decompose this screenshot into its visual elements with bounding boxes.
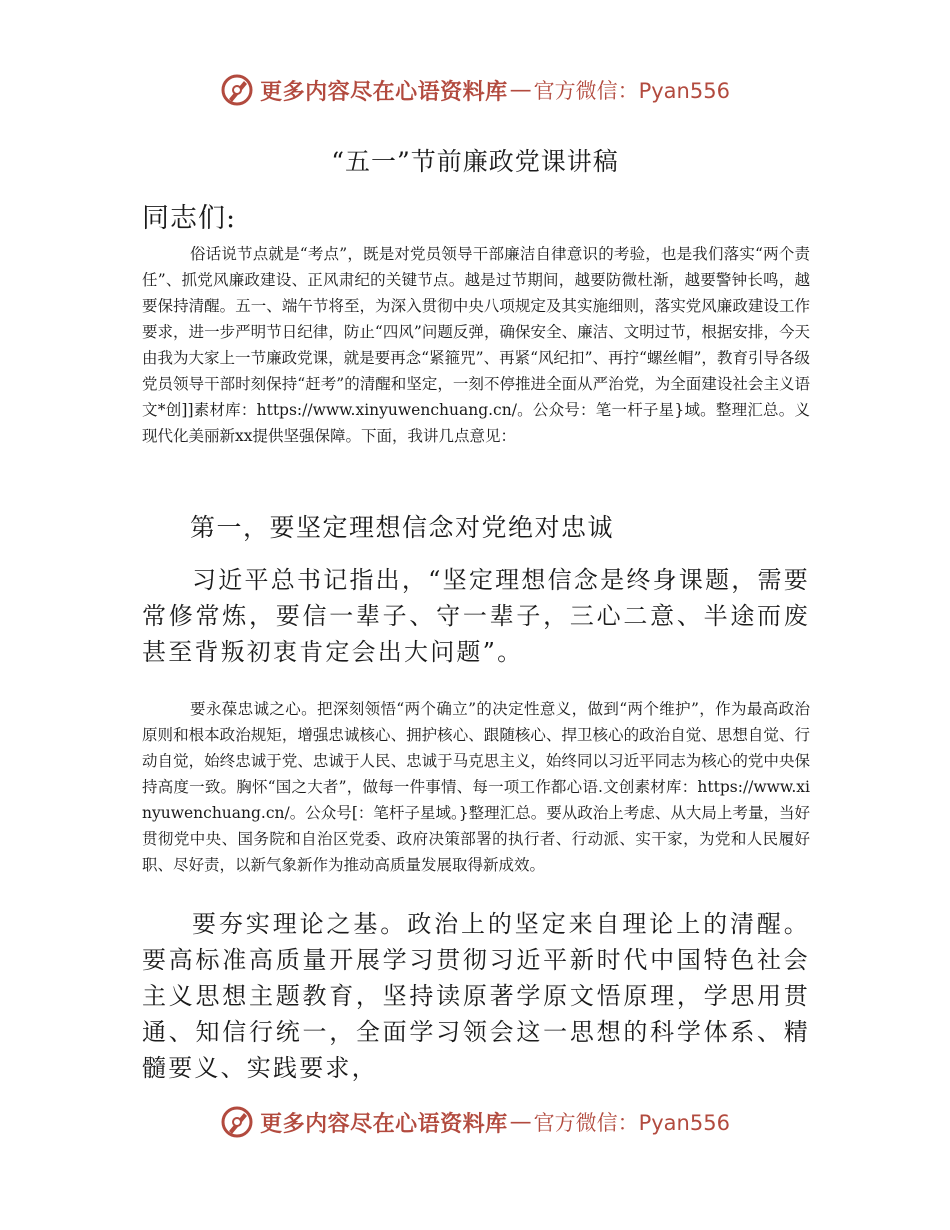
banner-dash: — [509, 77, 532, 103]
quote-paragraph: 习近平总书记指出，“坚定理想信念是终身课题，需要常修常炼，要信一辈子、守一辈子，三心二意、半途而废甚至背叛初衷肯定会出大问题”。 [142, 566, 810, 666]
pen-logo-icon [220, 1105, 254, 1139]
banner-wechat-text: 官方微信：Pyan556 [533, 1111, 730, 1135]
loyalty-paragraph: 要永葆忠诚之心。把深刻领悟“两个确立”的决定性意义，做到“两个维护”，作为最高政治原则和根本政治规矩，增强忠诚核心、拥护核心、跟随核心、捍卫核心的政治自觉、思想自觉、行动自觉，始终忠诚于党、忠诚于人民、忠诚于马克思主义，始终同以习近平同志为核心的党中央保持高度一致。胸怀“国之大者”，做每一件事情、每一项工作都心语.文创素材库：https://www.xinyuwenchuang.cn/。公众号[：笔杆子星域。}整理汇总。要从政治上考虑、从大局上考量，当好贯彻党中央、国务院和自治区党委、政府决策部署的执行者、行动派、实干家，为党和人民履好职、尽好责，以新气象新作为推动高质量发展取得新成效。 [142, 700, 810, 874]
pen-logo-icon [220, 73, 254, 107]
document-title: “五一”节前廉政党课讲稿 [331, 147, 619, 176]
header-watermark-banner [0, 70, 950, 110]
section-heading-1: 第一，要坚定理想信念对党绝对忠诚 [190, 513, 615, 542]
banner-library-text: 更多内容尽在心语资料库 [260, 79, 508, 105]
theory-paragraph: 要夯实理论之基。政治上的坚定来自理论上的清醒。要高标准高质量开展学习贯彻习近平新时代中国特色社会主义思想主题教育，坚持读原著学原文悟原理，学思用贯通、知信行统一，全面学习领会这一思想的科学体系、精髓要义、实践要求， [142, 910, 810, 1082]
intro-paragraph: 俗话说节点就是“考点”，既是对党员领导干部廉洁自律意识的考验，也是我们落实“两个责任”、抓党风廉政建设、正风肃纪的关键节点。越是过节期间，越要防微杜渐，越要警钟长鸣，越要保持清醒。五一、端午节将至，为深入贯彻中央八项规定及其实施细则，落实党风廉政建设工作要求，进一步严明节日纪律，防止“四风”问题反弹，确保安全、廉洁、文明过节，根据安排，今天由我为大家上一节廉政党课，就是要再念“紧箍咒”、再紧“风纪扣”、再拧“螺丝帽”，教育引导各级党员领导干部时刻保持“赶考”的清醒和坚定，一刻不停推进全面从严治党，为全面建设社会主义语文*创]]素材库：https://www.xinyuwenchuang.cn/。公众号：笔一杆子星}域。整理汇总。义现代化美丽新xx提供坚强保障。下面，我讲几点意见： [142, 245, 810, 445]
banner-library-text: 更多内容尽在心语资料库 [260, 1111, 508, 1137]
footer-watermark-banner [0, 1102, 950, 1142]
greeting: 同志们: [142, 203, 237, 234]
banner-wechat-text: 官方微信：Pyan556 [533, 79, 730, 103]
banner-dash: — [509, 1109, 532, 1135]
